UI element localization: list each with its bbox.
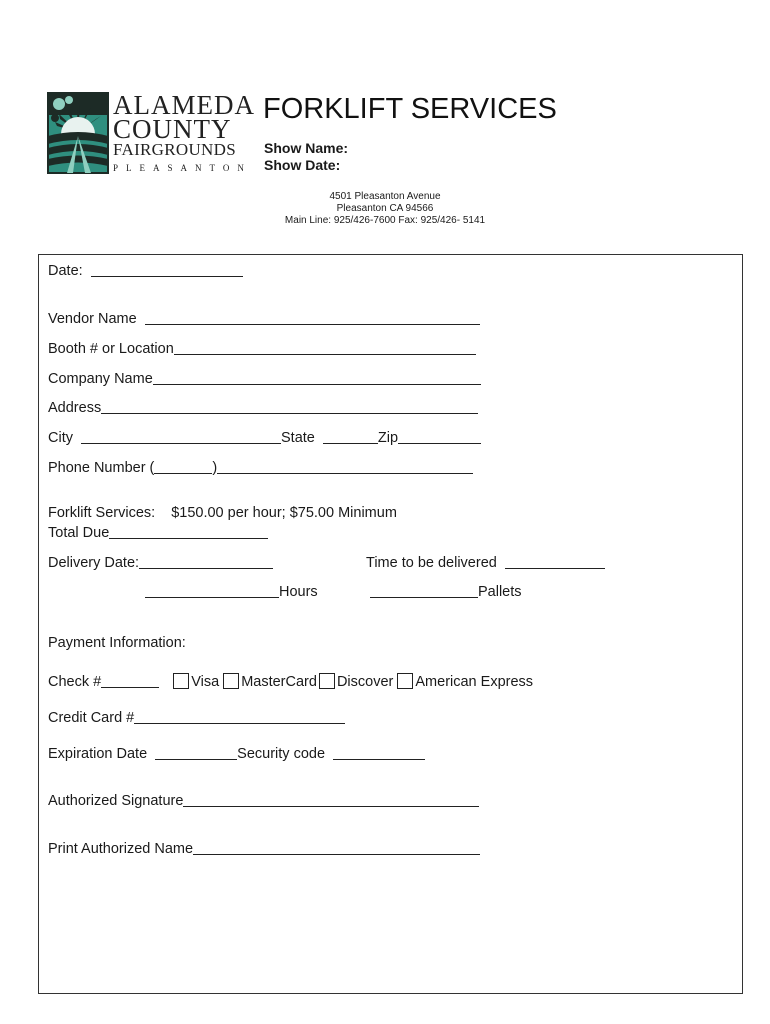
hours-field[interactable]: [145, 582, 279, 598]
zip-label: Zip: [377, 430, 399, 446]
address-row: [48, 398, 478, 416]
delivery-date-field[interactable]: [139, 553, 273, 569]
security-code-label: Security code: [237, 746, 326, 762]
vendor-name-row: [48, 309, 480, 327]
show-name-label: Show Name:: [264, 140, 349, 156]
discover-checkbox[interactable]: [319, 673, 335, 689]
logo-text-line1: ALAMEDA: [113, 90, 255, 120]
address-label: Address: [48, 400, 102, 416]
page-title: FORKLIFT SERVICES: [263, 93, 557, 125]
total-due-field[interactable]: [109, 523, 268, 539]
check-number-field[interactable]: [101, 672, 159, 688]
address-field[interactable]: [101, 398, 478, 414]
city-field[interactable]: [81, 428, 281, 444]
date-label: Date:: [48, 263, 83, 279]
credit-card-label: Credit Card #: [48, 710, 135, 726]
pallets-label: Pallets: [478, 584, 522, 600]
print-name-field[interactable]: [193, 839, 480, 855]
logo-text-line2: COUNTY: [113, 114, 232, 144]
city-state-zip-row: [48, 428, 481, 446]
phone-label: Phone Number (: [48, 460, 155, 476]
payment-heading: Payment Information:: [48, 635, 186, 651]
hours-label: Hours: [279, 584, 318, 600]
signature-field[interactable]: [183, 791, 479, 807]
expiration-row: [48, 744, 425, 762]
credit-card-field[interactable]: [134, 708, 345, 724]
credit-card-row: [48, 708, 345, 726]
pallets-field[interactable]: [370, 582, 478, 598]
booth-field[interactable]: [174, 339, 476, 355]
american-express-label: American Express: [415, 674, 534, 690]
time-delivered-row: [366, 553, 605, 571]
discover-label: Discover: [336, 674, 394, 690]
visa-label: Visa: [191, 674, 220, 690]
state-label: State: [281, 430, 315, 446]
logo-text-line4: PLEASANTON: [113, 163, 252, 173]
visa-checkbox[interactable]: [173, 673, 189, 689]
vendor-name-label: Vendor Name: [48, 311, 137, 327]
payment-method-row: [48, 672, 533, 690]
american-express-checkbox[interactable]: [397, 673, 413, 689]
total-due-row: [48, 523, 268, 541]
phone-close-paren: ): [212, 460, 218, 476]
vendor-name-field[interactable]: [145, 309, 480, 325]
services-rate: $150.00 per hour; $75.00 Minimum: [171, 505, 397, 521]
zip-field[interactable]: [398, 428, 481, 444]
fairgrounds-emblem-icon: [47, 92, 109, 174]
signature-label: Authorized Signature: [48, 793, 184, 809]
total-due-label: Total Due: [48, 525, 110, 541]
services-label: Forklift Services:: [48, 505, 156, 521]
company-row: [48, 369, 481, 387]
check-label: Check #: [48, 674, 102, 690]
print-name-row: [48, 839, 480, 857]
date-row: [48, 261, 243, 279]
fairgrounds-logo: [47, 90, 255, 176]
print-name-label: Print Authorized Name: [48, 841, 194, 857]
services-row: [48, 505, 397, 521]
logo-text-line3: FAIRGROUNDS: [113, 140, 236, 159]
hours-row: [145, 582, 318, 600]
contact-line: Main Line: 925/426-7600 Fax: 925/426- 5141: [284, 215, 486, 226]
pallets-row: [370, 582, 522, 600]
booth-label: Booth # or Location: [48, 341, 174, 357]
phone-number-field[interactable]: [217, 458, 473, 474]
company-label: Company Name: [48, 371, 153, 387]
delivery-date-row: [48, 553, 273, 571]
order-form-box: [38, 254, 743, 994]
time-delivered-field[interactable]: [505, 553, 605, 569]
phone-area-code-field[interactable]: [154, 458, 212, 474]
mastercard-checkbox[interactable]: [223, 673, 239, 689]
city-label: City: [48, 430, 73, 446]
expiration-field[interactable]: [155, 744, 237, 760]
state-field[interactable]: [323, 428, 378, 444]
security-code-field[interactable]: [333, 744, 425, 760]
signature-row: [48, 791, 479, 809]
address-line1: 4501 Pleasanton Avenue: [329, 191, 441, 202]
booth-row: [48, 339, 476, 357]
delivery-date-label: Delivery Date:: [48, 555, 140, 571]
date-field[interactable]: [91, 261, 243, 277]
mastercard-label: MasterCard: [241, 674, 317, 690]
company-field[interactable]: [153, 369, 481, 385]
expiration-label: Expiration Date: [48, 746, 148, 762]
show-date-label: Show Date:: [264, 157, 341, 173]
phone-row: [48, 458, 473, 476]
address-line2: Pleasanton CA 94566: [336, 203, 434, 214]
time-delivered-label: Time to be delivered: [366, 555, 497, 571]
